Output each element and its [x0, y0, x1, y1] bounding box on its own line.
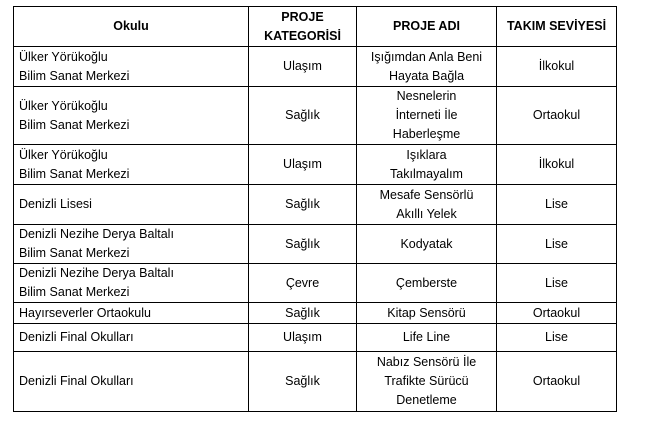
header-category-line1: PROJE: [281, 9, 324, 24]
school-line: Denizli Final Okulları: [19, 330, 134, 344]
school-line: Hayırseverler Ortaokulu: [19, 305, 151, 320]
cell-category: Çevre: [249, 264, 357, 303]
header-category-line2: KATEGORİSİ: [264, 28, 341, 43]
project-line: Işığımdan Anla Beni: [370, 49, 483, 64]
project-line: Nesnelerin: [396, 89, 457, 103]
school-line: Bilim Sanat Merkezi: [19, 117, 130, 132]
project-line: Denetleme: [396, 393, 457, 407]
cell-level: Ortaokul: [497, 303, 617, 324]
school-line: Denizli Final Okulları: [19, 374, 134, 388]
header-project-name: [357, 7, 497, 47]
project-line: Hayata Bağla: [388, 68, 465, 83]
cell-project: [357, 225, 497, 264]
cell-level: Lise: [497, 185, 617, 225]
cell-project: [357, 47, 497, 87]
table-row: [14, 185, 617, 225]
cell-level: Lise: [497, 225, 617, 264]
header-project-name-label: PROJE ADI: [393, 19, 460, 33]
table-row: [14, 352, 617, 412]
cell-level: İlkokul: [497, 47, 617, 87]
table-row: [14, 303, 617, 324]
header-school-label: Okulu: [113, 19, 149, 33]
header-team-level-label: TAKIM SEVİYESİ: [506, 19, 607, 33]
cell-category: Sağlık: [249, 185, 357, 225]
cell-level: İlkokul: [497, 145, 617, 185]
cell-project: [357, 303, 497, 324]
header-school: [14, 7, 249, 47]
cell-category: Ulaşım: [249, 47, 357, 87]
header-team-level: [497, 7, 617, 47]
cell-project: [357, 264, 497, 303]
project-line: Haberleşme: [392, 127, 461, 141]
table-row: [14, 225, 617, 264]
cell-project: [357, 352, 497, 412]
table-row: [14, 47, 617, 87]
header-category: [249, 7, 357, 47]
project-line: Kitap Sensörü: [387, 305, 466, 320]
cell-category: Ulaşım: [249, 324, 357, 352]
school-line: Denizli Lisesi: [19, 197, 92, 211]
table-row: [14, 324, 617, 352]
school-line: Denizli Nezihe Derya Baltalı: [19, 266, 174, 280]
school-line: Bilim Sanat Merkezi: [19, 285, 130, 299]
cell-category: Sağlık: [249, 87, 357, 145]
cell-school: [14, 47, 249, 87]
project-line: Life Line: [402, 330, 451, 344]
cell-category: Sağlık: [249, 352, 357, 412]
cell-school: [14, 264, 249, 303]
cell-school: [14, 145, 249, 185]
school-line: Denizli Nezihe Derya Baltalı: [19, 227, 174, 241]
cell-level: Lise: [497, 324, 617, 352]
project-line: Kodyatak: [400, 236, 453, 251]
school-line: Bilim Sanat Merkezi: [19, 68, 130, 83]
cell-school: [14, 87, 249, 145]
table-row: [14, 264, 617, 303]
cell-school: [14, 303, 249, 324]
cell-project: [357, 324, 497, 352]
cell-project: [357, 145, 497, 185]
school-line: Ülker Yörükoğlu: [19, 49, 108, 64]
project-line: İnterneti İle: [395, 108, 458, 122]
cell-category: Sağlık: [249, 303, 357, 324]
project-line: Trafikte Sürücü: [384, 374, 469, 388]
project-line: Nabız Sensörü İle: [376, 355, 477, 369]
table-row: [14, 145, 617, 185]
project-line: Çemberste: [395, 275, 458, 290]
projects-table: [13, 6, 617, 412]
cell-school: [14, 324, 249, 352]
project-line: Mesafe Sensörlü: [379, 187, 474, 202]
table-header-row: [14, 7, 617, 47]
cell-level: Lise: [497, 264, 617, 303]
cell-level: Ortaokul: [497, 352, 617, 412]
cell-project: [357, 185, 497, 225]
cell-school: [14, 185, 249, 225]
project-line: Akıllı Yelek: [396, 206, 457, 221]
school-line: Bilim Sanat Merkezi: [19, 166, 130, 181]
project-line: Takılmayalım: [390, 166, 463, 181]
school-line: Ülker Yörükoğlu: [19, 98, 108, 113]
cell-category: Ulaşım: [249, 145, 357, 185]
cell-school: [14, 352, 249, 412]
cell-category: Sağlık: [249, 225, 357, 264]
cell-school: [14, 225, 249, 264]
cell-level: Ortaokul: [497, 87, 617, 145]
cell-project: [357, 87, 497, 145]
table-row: [14, 87, 617, 145]
project-line: Işıklara: [406, 147, 447, 162]
school-line: Bilim Sanat Merkezi: [19, 246, 130, 260]
school-line: Ülker Yörükoğlu: [19, 147, 108, 162]
